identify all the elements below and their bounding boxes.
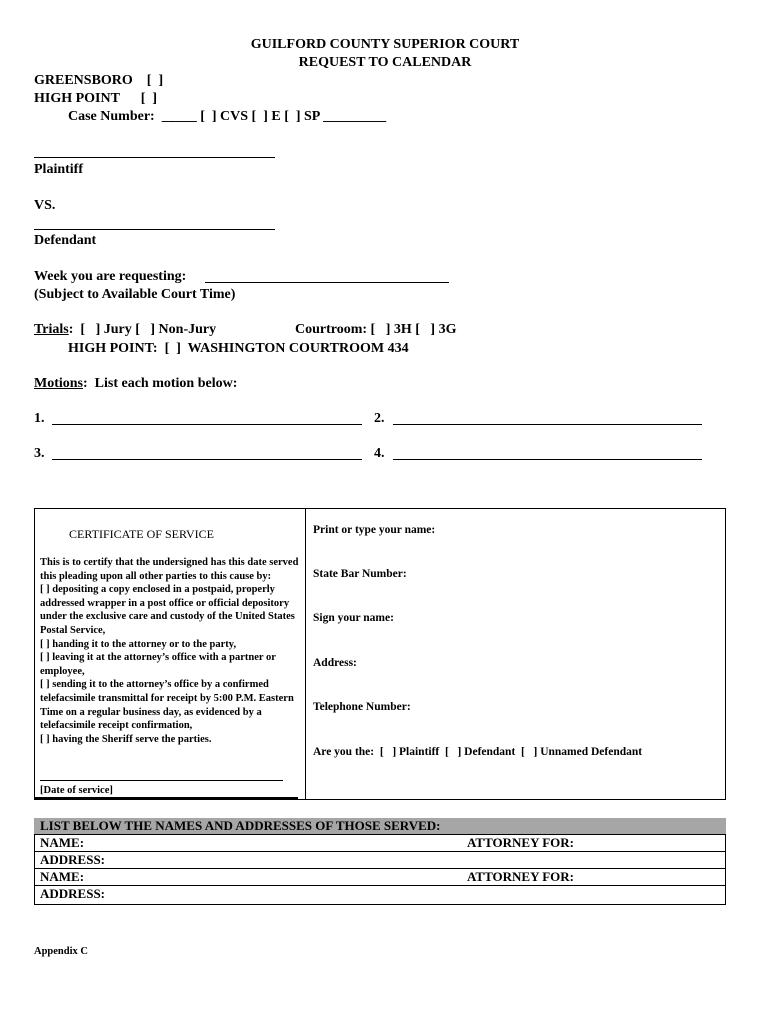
- defendant-line[interactable]: [34, 229, 275, 230]
- appendix-label: Appendix C: [34, 946, 88, 957]
- motion-4-number: 4.: [374, 446, 385, 461]
- telephone-field[interactable]: Telephone Number:: [313, 701, 411, 713]
- defendant-label: Defendant: [34, 233, 97, 248]
- row-left: NAME:: [40, 869, 85, 884]
- certificate-text: [40, 556, 302, 746]
- state-bar-field[interactable]: State Bar Number:: [313, 568, 407, 580]
- row-right: ATTORNEY FOR:: [467, 869, 575, 884]
- motion-3-line[interactable]: [52, 459, 362, 460]
- high-point-checkbox[interactable]: HIGH POINT [ ]: [34, 91, 158, 106]
- served-header-text: LIST BELOW THE NAMES AND ADDRESSES OF THOSE SERVED:: [40, 818, 441, 833]
- plaintiff-label: Plaintiff: [34, 162, 83, 177]
- table-row[interactable]: [34, 835, 726, 852]
- date-thick-rule: [34, 797, 298, 799]
- week-note: (Subject to Available Court Time): [34, 287, 236, 302]
- vs-label: VS.: [34, 198, 56, 213]
- service-option-sheriff[interactable]: [ ] having the Sheriff serve the parties.: [40, 733, 212, 745]
- party-role-options[interactable]: Are you the: [ ] Plaintiff [ ] Defendant [ ] Unnamed Defendant: [313, 746, 643, 758]
- plaintiff-line[interactable]: [34, 157, 275, 158]
- served-header: [34, 818, 726, 835]
- service-option-hand[interactable]: [ ] handing it to the attorney or to the party,: [40, 638, 237, 650]
- form-title: REQUEST TO CALENDAR: [298, 55, 472, 70]
- courtroom-options[interactable]: Courtroom: [ ] 3H [ ] 3G: [295, 322, 457, 337]
- table-row[interactable]: [34, 852, 726, 869]
- signature-field[interactable]: Sign your name:: [313, 612, 394, 624]
- week-input-line[interactable]: [205, 282, 449, 283]
- certificate-divider: [305, 508, 306, 800]
- trials-options[interactable]: : [ ] Jury [ ] Non-Jury: [68, 322, 217, 337]
- week-label: Week you are requesting:: [34, 269, 187, 284]
- row-left: ADDRESS:: [40, 852, 106, 867]
- high-point-courtroom[interactable]: HIGH POINT: [ ] WASHINGTON COURTROOM 434: [68, 341, 409, 356]
- motion-2-line[interactable]: [393, 424, 702, 425]
- service-option-fax[interactable]: [ ] sending it to the attorney’s office by a confirmed telefacsimile transmittal for receipt by 5:00 P.M. Eastern Time on a regular business day, as evidenced by a telefacsimile receipt confirmation,: [40, 679, 294, 732]
- trials-label: Trials: [34, 322, 69, 337]
- motions-row: [34, 376, 237, 392]
- greensboro-checkbox[interactable]: GREENSBORO [ ]: [34, 73, 164, 88]
- print-name-field[interactable]: Print or type your name:: [313, 524, 436, 536]
- case-number-field[interactable]: Case Number: _____ [ ] CVS [ ] E [ ] SP _________: [68, 109, 387, 124]
- row-left: NAME:: [40, 835, 85, 850]
- motions-instruction: : List each motion below:: [83, 376, 238, 391]
- motions-label: Motions: [34, 376, 83, 391]
- certificate-title: CERTIFICATE OF SERVICE: [69, 527, 214, 541]
- table-row[interactable]: [34, 869, 726, 886]
- court-title: GUILFORD COUNTY SUPERIOR COURT: [250, 37, 520, 52]
- address-field[interactable]: Address:: [313, 657, 357, 669]
- date-of-service-label: [Date of service]: [40, 785, 113, 796]
- row-left: ADDRESS:: [40, 886, 106, 901]
- motion-4-line[interactable]: [393, 459, 702, 460]
- row-right: ATTORNEY FOR:: [467, 835, 575, 850]
- table-row[interactable]: [34, 886, 726, 903]
- date-of-service-line[interactable]: [40, 780, 283, 781]
- service-option-office[interactable]: [ ] leaving it at the attorney’s office with a partner or employee,: [40, 652, 276, 677]
- motion-2-number: 2.: [374, 411, 385, 426]
- motion-3-number: 3.: [34, 446, 45, 461]
- service-option-mail[interactable]: [ ] depositing a copy enclosed in a postpaid, properly addressed wrapper in a post office or official depository under the exclusive care and custody of the United States Postal Service,: [40, 584, 295, 636]
- certificate-body: This is to certify that the undersigned has this date served this pleading upon all other parties to this cause by:: [40, 557, 299, 582]
- motion-1-number: 1.: [34, 411, 45, 426]
- trials-row: [34, 322, 216, 338]
- motion-1-line[interactable]: [52, 424, 362, 425]
